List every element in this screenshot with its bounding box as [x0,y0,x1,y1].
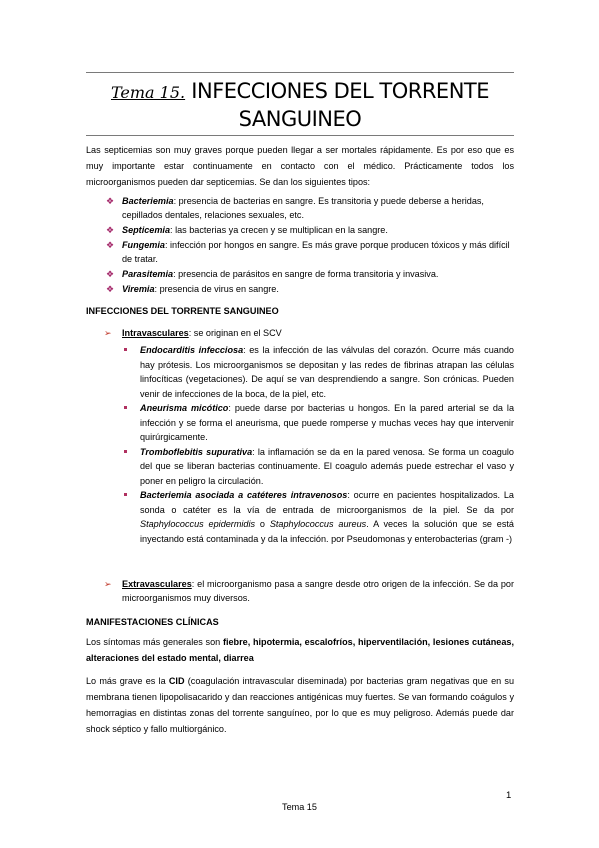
arrow-bullet-icon: ➢ [104,579,112,589]
cid-paragraph: Lo más grave es la CID (coagulación intravascular diseminada) por bacterias gram negativas que en su membrana tienen lipopolisacarido y dan reacciones antigénicas muy fuertes. Se van formando coágulos y hemorragias en distintas zonas del torrente sanguíneo, por lo que es muy peligroso. Además puede dar shock séptico y fallo multiorgánico. [86,676,515,734]
square-bullet-icon [124,493,127,496]
title-tema: Tema 15. [110,83,186,102]
symptoms-paragraph: Los síntomas más generales son fiebre, hipotermia, escalofríos, hiperventilación, lesiones cutáneas, alteraciones del estado mental, diarrea [86,637,514,663]
section-heading-manifestaciones: MANIFESTACIONES CLÍNICAS [86,617,219,627]
list-item: ❖ Parasitemia: presencia de parásitos en sangre de forma transitoria y invasiva. [106,269,439,279]
page-title [86,78,514,132]
square-bullet-icon [124,348,127,351]
list-item: Endocarditis infecciosa: es la infección de las válvulas del corazón. Ocurre más cuando hay prótesis. Los microorganismos se depositan y las redes de fibrinas atrapan las células linfocíticas (vegetaciones). De aquí se van desprendiendo a sangre. Son crónicas. Pueden venir de infecciones de la boca, de la piel, etc. [124,343,514,401]
square-bullet-icon [124,406,127,409]
intravasculares-sublist [124,343,514,546]
diamond-bullet-icon: ❖ [106,284,115,294]
title-bottom-rule [86,135,514,136]
diamond-bullet-icon: ❖ [106,240,115,250]
extravasculares-item: ➢ Extravasculares: el microorganismo pasa a sangre desde otro origen de la infección. Se da por microorganismos muy diversos. [104,579,514,603]
types-list [106,194,514,297]
list-item: Aneurisma micótico: puede darse por bacterias u hongos. En la pared arterial se da la infección y se forma el aneurisma, que puede romperse y muchas veces hay que intervenir quirúrgicamente. [124,401,514,445]
title-line1: INFECCIONES DEL TORRENTE [191,79,490,103]
list-item: Tromboflebitis supurativa: la inflamación se da en la pared venosa. Se forma un coagulo del que se liberan bacterias continuamente. El coagulo además puede estrechar el vaso y poner en peligro la circulación. [124,445,514,489]
title-top-rule [86,72,514,73]
diamond-bullet-icon: ❖ [106,269,115,279]
diamond-bullet-icon: ❖ [106,196,115,206]
square-bullet-icon [124,450,127,453]
arrow-bullet-icon: ➢ [104,328,112,338]
page-number: 1 [506,790,512,801]
extravasculares-label: Extravasculares [122,579,192,589]
list-item: ❖ Bacteriemia: presencia de bacterias en sangre. Es transitoria y puede deberse a heridas, cepillados dentales, relaciones sexuales, etc. [106,196,484,220]
page-footer: Tema 15 [282,802,317,812]
list-item: Bacteriemia asociada a catéteres intravenosos: ocurre en pacientes hospitalizados. La sonda o catéter es la vía de entrada de microorganismos de la piel. Se da por Staphylococcus epidermidis o Staphylococcus aureus. A veces la solución que se está inyectando está contaminada y da la infección. por Pseudomonas y enterobacterias (gram -) [124,488,514,546]
list-item: ❖ Septicemia: las bacterias ya crecen y se multiplican en la sangre. [106,225,388,235]
list-item: ❖ Fungemia: infección por hongos en sangre. Es más grave porque producen tóxicos y más difícil de tratar. [106,240,510,264]
intravasculares-label: Intravasculares [122,328,189,338]
section-heading-infecciones: INFECCIONES DEL TORRENTE SANGUINEO [86,306,279,316]
intro-paragraph: Las septicemias son muy graves porque pueden llegar a ser mortales rápidamente. Es por eso que es muy importante estar continuamente en contacto con el médico. Prácticamente todos los microorganismos pueden dar septicemias. Se dan los siguientes tipos: [86,145,514,187]
list-item: ❖ Viremia: presencia de virus en sangre. [106,284,279,294]
intravasculares-item: ➢ Intravasculares: se originan en el SCV [104,328,282,338]
title-line2: SANGUINEO [238,107,362,131]
diamond-bullet-icon: ❖ [106,225,115,235]
